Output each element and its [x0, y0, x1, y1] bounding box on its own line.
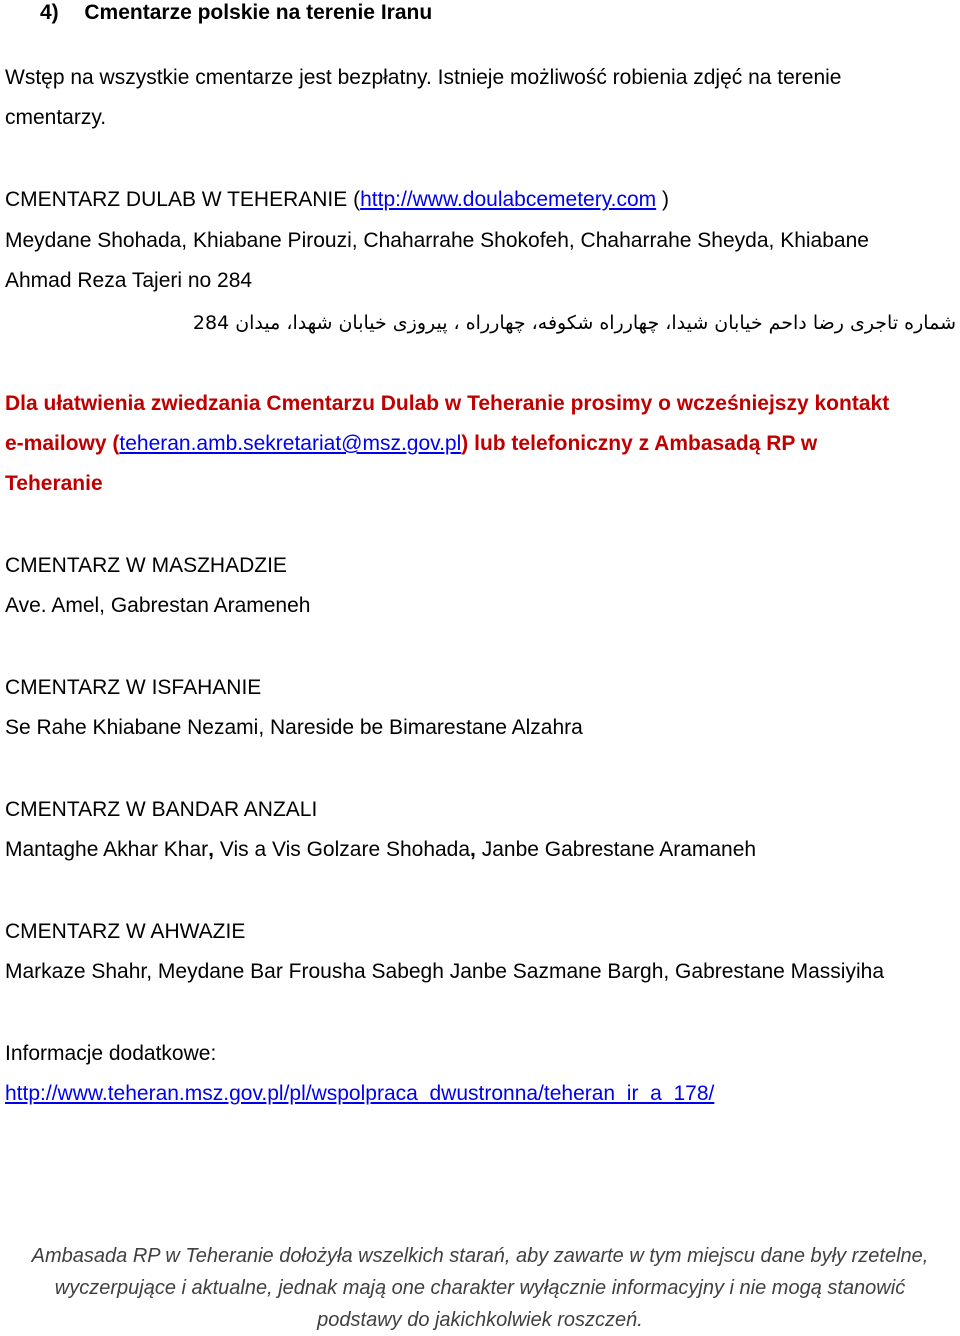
mashhad-heading: CMENTARZ W MASZHADZIE — [5, 554, 287, 577]
disclaimer-line-1: Ambasada RP w Teheranie dołożyła wszelkich starań, aby zawarte w tym miejscu dane były rzetelne, — [31, 1245, 929, 1267]
intro-line-1: Wstęp na wszystkie cmentarze jest bezpłatny. Istnieje możliwość robienia zdjęć na terenie — [5, 66, 842, 89]
ahwaz-address: Markaze Shahr, Meydane Bar Frousha Sabegh Janbe Sazmane Bargh, Gabrestane Massiyiha — [5, 960, 884, 983]
address-comma-2: , — [470, 838, 476, 861]
dulab-heading: CMENTARZ DULAB W TEHERANIE — [5, 188, 348, 211]
dulab-heading-line — [5, 187, 669, 213]
address-part-2: Vis a Vis Golzare Shohada — [213, 838, 471, 861]
section-number: 4) — [40, 1, 59, 24]
contact-line-1: Dla ułatwienia zwiedzania Cmentarzu Dulab w Teheranie prosimy o wcześniejszy kontakt — [5, 392, 890, 415]
mashhad-address: Ave. Amel, Gabrestan Arameneh — [5, 594, 311, 617]
disclaimer-line-3: podstawy do jakichkolwiek roszczeń. — [317, 1309, 643, 1331]
address-comma-1: , — [208, 838, 214, 861]
dulab-address-line-1: Meydane Shohada, Khiabane Pirouzi, Chaharrahe Shokofeh, Chaharrahe Sheyda, Khiabane — [5, 229, 869, 252]
contact-prefix: e-mailowy ( — [5, 432, 120, 455]
disclaimer-line-2: wyczerpujące i aktualne, jednak mają one charakter wyłącznie informacyjny i nie mogą stanowić — [54, 1277, 906, 1299]
more-info-label: Informacje dodatkowe: — [5, 1042, 217, 1065]
contact-line-3: Teheranie — [5, 472, 103, 495]
dulab-website-link[interactable]: http://www.doulabcemetery.com — [360, 188, 657, 211]
isfahan-heading: CMENTARZ W ISFAHANIE — [5, 676, 262, 699]
dulab-address-farsi: شماره تاجری رضا داحم خیابان شیدا، چهارراه شکوفه، چهارراه ، پیروزی خیابان شهدا، میدان 284 — [192, 312, 956, 334]
more-info-link[interactable]: http://www.teheran.msz.gov.pl/pl/wspolpraca_dwustronna/teheran_ir_a_178/ — [5, 1082, 715, 1105]
contact-email-link[interactable]: teheran.amb.sekretariat@msz.gov.pl — [119, 432, 462, 455]
contact-line-2 — [5, 431, 817, 457]
open-paren: ( — [347, 188, 361, 211]
isfahan-address: Se Rahe Khiabane Nezami, Nareside be Bimarestane Alzahra — [5, 716, 583, 739]
contact-suffix: ) lub telefoniczny z Ambasadą RP w — [461, 432, 818, 455]
bandar-anzali-heading: CMENTARZ W BANDAR ANZALI — [5, 798, 318, 821]
ahwaz-heading: CMENTARZ W AHWAZIE — [5, 920, 246, 943]
close-paren: ) — [656, 188, 669, 211]
bandar-anzali-address — [5, 837, 756, 863]
section-heading — [40, 0, 432, 26]
section-title: Cmentarze polskie na terenie Iranu — [84, 1, 433, 24]
address-part-3: Janbe Gabrestane Aramaneh — [475, 838, 757, 861]
address-part-1: Mantaghe Akhar Khar — [5, 838, 209, 861]
intro-line-2: cmentarzy. — [5, 106, 107, 129]
dulab-address-line-2: Ahmad Reza Tajeri no 284 — [5, 269, 253, 292]
